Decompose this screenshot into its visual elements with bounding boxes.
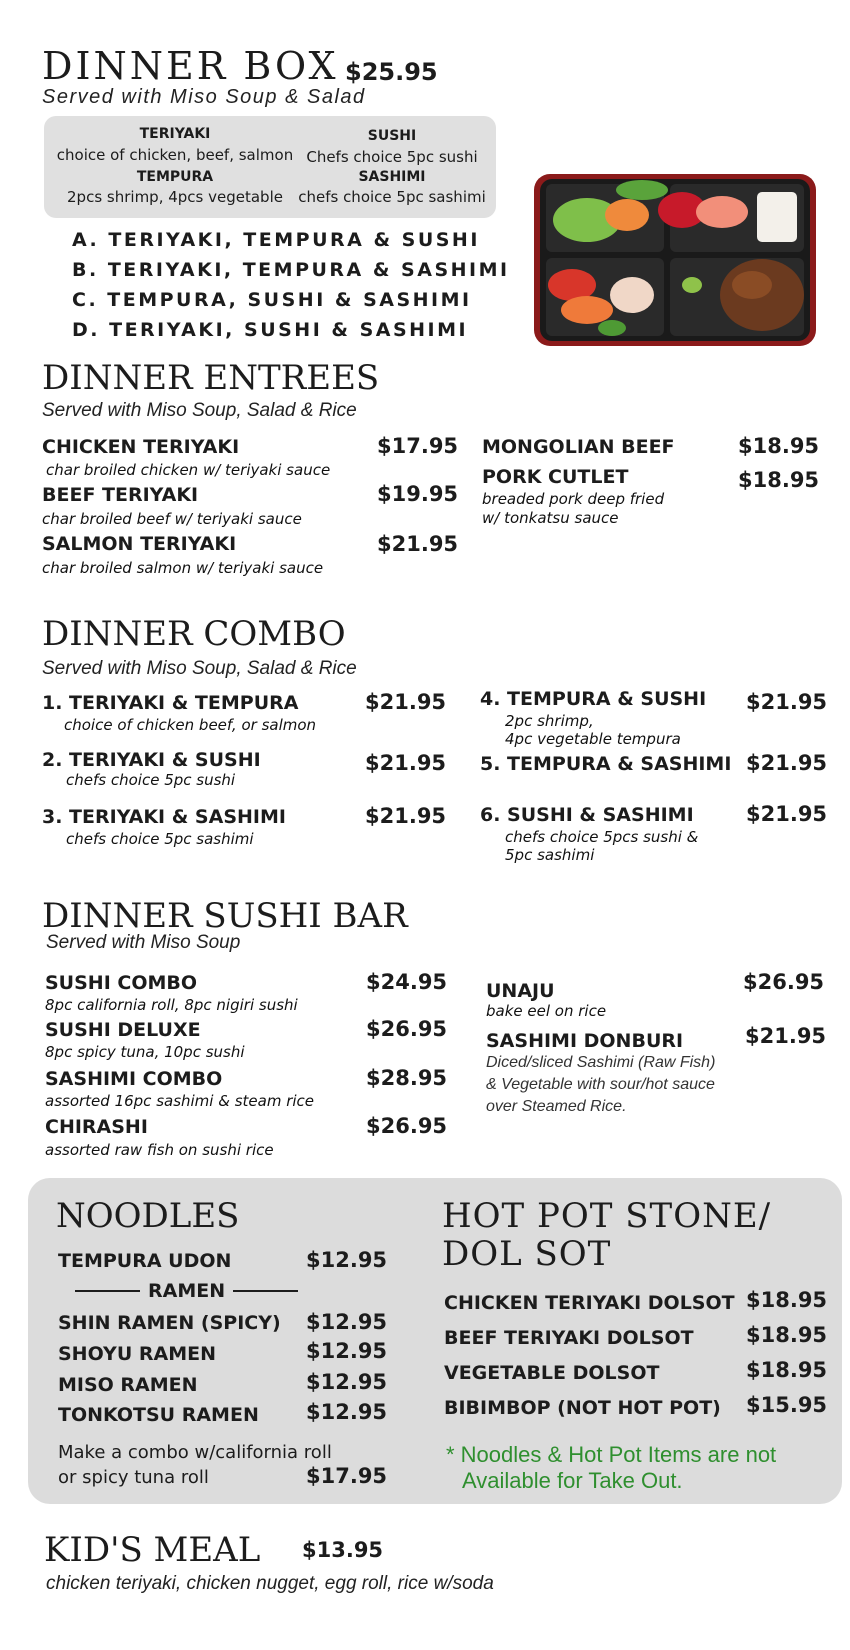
- dinner-box-price: $25.95: [345, 58, 438, 86]
- sushi-bar-desc: assorted 16pc sashimi & steam rice: [45, 1092, 315, 1110]
- noodle-name: TEMPURA UDON: [58, 1250, 232, 1272]
- combo-price: $21.95: [365, 690, 447, 714]
- option-desc-tempura: 2pcs shrimp, 4pcs vegetable: [67, 188, 283, 206]
- combo-price: $21.95: [365, 751, 447, 775]
- entree-name: BEEF TERIYAKI: [42, 484, 199, 506]
- entree-price: $18.95: [738, 468, 820, 492]
- noodle-name: TONKOTSU RAMEN: [58, 1404, 259, 1426]
- entree-name: PORK CUTLET: [482, 466, 629, 488]
- noodle-name: SHOYU RAMEN: [58, 1343, 216, 1365]
- sushi-bar-subtitle: Served with Miso Soup: [46, 932, 241, 953]
- combo-desc: chefs choice 5pc sashimi: [66, 830, 254, 848]
- hotpot-name: VEGETABLE DOLSOT: [444, 1362, 660, 1384]
- dinner-box-subtitle: Served with Miso Soup & Salad: [42, 86, 366, 108]
- combo-desc: choice of chicken beef, or salmon: [64, 716, 317, 734]
- combo-price: $21.95: [746, 802, 828, 826]
- option-label-sashimi: SASHIMI: [358, 169, 426, 185]
- entree-desc: breaded pork deep fried: [482, 490, 665, 508]
- kids-meal-desc: chicken teriyaki, chicken nugget, egg roll, rice w/soda: [46, 1573, 494, 1594]
- entree-price: $21.95: [377, 532, 459, 556]
- noodle-combo-line1: Make a combo w/california roll: [58, 1442, 332, 1463]
- entree-name: SALMON TERIYAKI: [42, 533, 237, 555]
- sushi-bar-name: CHIRASHI: [45, 1116, 148, 1138]
- combo-desc: chefs choice 5pcs sushi &: [505, 828, 699, 846]
- sushi-bar-name: SASHIMI DONBURI: [486, 1030, 684, 1052]
- sushi-bar-desc: assorted raw fish on sushi rice: [45, 1141, 274, 1159]
- entree-price: $17.95: [377, 434, 459, 458]
- dinner-box-combo-d: D. TERIYAKI, SUSHI & SASHIMI: [72, 319, 469, 341]
- noodles-title: NOODLES: [56, 1196, 240, 1236]
- sushi-bar-name: SUSHI COMBO: [45, 972, 198, 994]
- hotpot-name: CHICKEN TERIYAKI DOLSOT: [444, 1292, 735, 1314]
- option-label-teriyaki: TERIYAKI: [139, 126, 211, 142]
- entrees-title: DINNER ENTREES: [42, 358, 380, 398]
- combo-name: 5. TEMPURA & SASHIMI: [480, 753, 732, 775]
- combo-name: 6. SUSHI & SASHIMI: [480, 804, 694, 826]
- option-desc-sashimi: chefs choice 5pc sashimi: [298, 188, 486, 206]
- entree-desc: char broiled salmon w/ teriyaki sauce: [42, 559, 324, 577]
- sushi-bar-desc: Diced/sliced Sashimi (Raw Fish): [486, 1054, 716, 1071]
- hotpot-name: BEEF TERIYAKI DOLSOT: [444, 1327, 694, 1349]
- combo-desc: 5pc sashimi: [505, 846, 595, 864]
- sushi-bar-price: $24.95: [366, 970, 448, 994]
- sushi-bar-name: SUSHI DELUXE: [45, 1019, 201, 1041]
- hotpot-price: $18.95: [746, 1358, 828, 1382]
- combo-price: $21.95: [746, 690, 828, 714]
- kids-meal-title: KID'S MEAL: [44, 1530, 261, 1570]
- dinner-box-combo-a: A. TERIYAKI, TEMPURA & SUSHI: [72, 229, 480, 251]
- hotpot-name: BIBIMBOP (NOT HOT POT): [444, 1397, 721, 1419]
- entree-price: $18.95: [738, 434, 820, 458]
- combo-price: $21.95: [365, 804, 447, 828]
- divider-line: [75, 1290, 140, 1292]
- sushi-bar-name: UNAJU: [486, 980, 555, 1002]
- sushi-bar-desc: & Vegetable with sour/hot sauce: [486, 1076, 715, 1093]
- sushi-bar-price: $26.95: [743, 970, 825, 994]
- kids-meal-price: $13.95: [302, 1538, 384, 1562]
- noodle-price: $12.95: [306, 1400, 388, 1424]
- sushi-bar-name: SASHIMI COMBO: [45, 1068, 223, 1090]
- noodle-price: $12.95: [306, 1310, 388, 1334]
- combo-name: 3. TERIYAKI & SASHIMI: [42, 806, 286, 828]
- noodle-price: $12.95: [306, 1339, 388, 1363]
- noodle-name: SHIN RAMEN (SPICY): [58, 1312, 281, 1334]
- entree-desc: char broiled beef w/ teriyaki sauce: [42, 510, 302, 528]
- hotpot-title-line1: HOT POT STONE/: [442, 1196, 772, 1236]
- entrees-subtitle: Served with Miso Soup, Salad & Rice: [42, 400, 357, 421]
- bento-box-photo: [532, 170, 818, 350]
- sushi-bar-price: $26.95: [366, 1017, 448, 1041]
- entree-name: MONGOLIAN BEEF: [482, 436, 675, 458]
- noodle-price: $12.95: [306, 1370, 388, 1394]
- combo-desc: 2pc shrimp,: [505, 712, 594, 730]
- hotpot-price: $15.95: [746, 1393, 828, 1417]
- ramen-label: RAMEN: [148, 1280, 226, 1302]
- option-desc-sushi: Chefs choice 5pc sushi: [306, 148, 478, 166]
- combo-name: 2. TERIYAKI & SUSHI: [42, 749, 261, 771]
- option-desc-teriyaki: choice of chicken, beef, salmon: [56, 146, 294, 164]
- combo-title: DINNER COMBO: [42, 614, 346, 654]
- combo-price: $21.95: [746, 751, 828, 775]
- option-label-sushi: SUSHI: [367, 128, 417, 144]
- combo-name: 4. TEMPURA & SUSHI: [480, 688, 707, 710]
- sushi-bar-desc: 8pc california roll, 8pc nigiri sushi: [45, 996, 298, 1014]
- sushi-bar-desc: bake eel on rice: [486, 1002, 607, 1020]
- combo-desc: 4pc vegetable tempura: [505, 730, 681, 748]
- noodle-combo-price: $17.95: [306, 1464, 388, 1488]
- combo-subtitle: Served with Miso Soup, Salad & Rice: [42, 658, 357, 679]
- sushi-bar-price: $26.95: [366, 1114, 448, 1138]
- ramen-divider: [75, 1280, 298, 1302]
- entree-price: $19.95: [377, 482, 459, 506]
- combo-desc: chefs choice 5pc sushi: [66, 771, 236, 789]
- noodle-name: MISO RAMEN: [58, 1374, 198, 1396]
- noodle-combo-line2: or spicy tuna roll: [58, 1467, 209, 1488]
- sushi-bar-title: DINNER SUSHI BAR: [42, 896, 408, 936]
- dinner-box-combo-c: C. TEMPURA, SUSHI & SASHIMI: [72, 289, 472, 311]
- entree-desc: char broiled chicken w/ teriyaki sauce: [46, 461, 331, 479]
- noodle-price: $12.95: [306, 1248, 388, 1272]
- hotpot-price: $18.95: [746, 1323, 828, 1347]
- option-label-tempura: TEMPURA: [136, 169, 214, 185]
- sushi-bar-desc: over Steamed Rice.: [486, 1098, 627, 1115]
- entree-name: CHICKEN TERIYAKI: [42, 436, 240, 458]
- hotpot-price: $18.95: [746, 1288, 828, 1312]
- sushi-bar-price: $21.95: [745, 1024, 827, 1048]
- takeout-note-line2: Available for Take Out.: [462, 1468, 683, 1493]
- divider-line: [233, 1290, 298, 1292]
- entree-desc: w/ tonkatsu sauce: [482, 509, 619, 527]
- hotpot-title-line2: DOL SOT: [442, 1234, 612, 1274]
- dinner-box-combo-b: B. TERIYAKI, TEMPURA & SASHIMI: [72, 259, 510, 281]
- sushi-bar-desc: 8pc spicy tuna, 10pc sushi: [45, 1043, 245, 1061]
- dinner-box-title: DINNER BOX: [42, 44, 339, 88]
- takeout-note-line1: * Noodles & Hot Pot Items are not: [446, 1442, 777, 1467]
- combo-name: 1. TERIYAKI & TEMPURA: [42, 692, 299, 714]
- sushi-bar-price: $28.95: [366, 1066, 448, 1090]
